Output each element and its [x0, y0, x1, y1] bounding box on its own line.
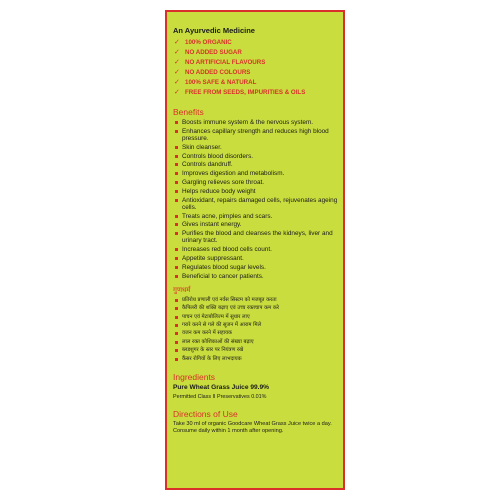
hindi-benefit-item: वजन कम करने में सहायक: [173, 330, 341, 337]
benefits-heading: Benefits: [173, 107, 204, 117]
checkmark-icon: ✓: [174, 39, 180, 46]
benefit-item: Boosts immune system & the nervous system.: [173, 119, 341, 126]
feature-item: ✓ FREE FROM SEEDS, IMPURITIES & OILS: [174, 89, 306, 96]
feature-item: ✓ NO ARTIFICIAL FLAVOURS: [174, 59, 266, 66]
benefits-list: [173, 119, 341, 280]
benefit-item: Gives instant energy.: [173, 221, 341, 228]
product-label-panel: [165, 10, 345, 490]
label-subtitle: An Ayurvedic Medicine: [173, 26, 255, 35]
hindi-benefit-item: गरारे करने से गले की सूजन में आराम मिले: [173, 322, 341, 329]
checkmark-icon: ✓: [174, 69, 180, 76]
checkmark-icon: ✓: [174, 59, 180, 66]
benefit-item: Antioxidant, repairs damaged cells, rejuvenates ageing cells.: [173, 197, 341, 211]
hindi-benefit-item: ब्लडशुगर के स्तर पर नियंत्रण रखे: [173, 347, 341, 354]
benefit-item: Increases red blood cells count.: [173, 246, 341, 253]
benefit-item: Skin cleanser.: [173, 144, 341, 151]
benefit-item: Beneficial to cancer patients.: [173, 273, 341, 280]
benefit-item: Gargling relieves sore throat.: [173, 179, 341, 186]
benefit-item: Helps reduce body weight: [173, 188, 341, 195]
ingredient-preservative: Permitted Class II Preservatives 0.01%: [173, 393, 267, 400]
benefit-item: Regulates blood sugar levels.: [173, 264, 341, 271]
feature-item: ✓ NO ADDED SUGAR: [174, 49, 242, 56]
directions-text: Take 30 ml of organic Goodcare Wheat Grass Juice twice a day. Consume daily within 1 month after opening.: [173, 420, 332, 435]
feature-item: ✓ NO ADDED COLOURS: [174, 69, 251, 76]
hindi-benefit-item: पाचन एवं मेटाबोलिज्म में सुधार लाए: [173, 314, 341, 321]
hindi-benefit-item: कैपिलरी की शक्ति बढ़ाए एवं उच्च रक्तचाप कम करे: [173, 305, 341, 312]
benefit-item: Purifies the blood and cleanses the kidneys, liver and urinary tract.: [173, 230, 341, 244]
hindi-benefits-heading: गुणधर्म: [173, 286, 191, 294]
checkmark-icon: ✓: [174, 89, 180, 96]
ingredient-main: Pure Wheat Grass Juice 99.9%: [173, 383, 270, 391]
benefit-item: Improves digestion and metabolism.: [173, 170, 341, 177]
ingredients-heading: Ingredients: [173, 371, 216, 382]
hindi-benefit-item: लाल रक्त कोशिकाओं की संख्या बढ़ाए: [173, 339, 341, 346]
checkmark-icon: ✓: [174, 79, 180, 86]
hindi-benefit-item: प्रतिरोध प्रणाली एवं नर्वस सिस्टम को मजबूत करता: [173, 297, 341, 304]
label-content: [173, 26, 341, 436]
hindi-benefits-list: [173, 297, 341, 363]
benefit-item: Treats acne, pimples and scars.: [173, 213, 341, 220]
feature-item: ✓ 100% ORGANIC: [174, 39, 232, 46]
hindi-benefit-item: कैंसर रोगियों के लिए लाभदायक: [173, 356, 341, 363]
checkmark-icon: ✓: [174, 49, 180, 56]
benefit-item: Appetite suppressant.: [173, 255, 341, 262]
directions-heading: Directions of Use: [173, 408, 238, 419]
feature-list: [173, 38, 341, 98]
benefit-item: Controls blood disorders.: [173, 153, 341, 160]
feature-item: ✓ 100% SAFE & NATURAL: [174, 79, 257, 86]
benefit-item: Enhances capillary strength and reduces high blood pressure.: [173, 128, 341, 142]
benefit-item: Controls dandruff.: [173, 161, 341, 168]
